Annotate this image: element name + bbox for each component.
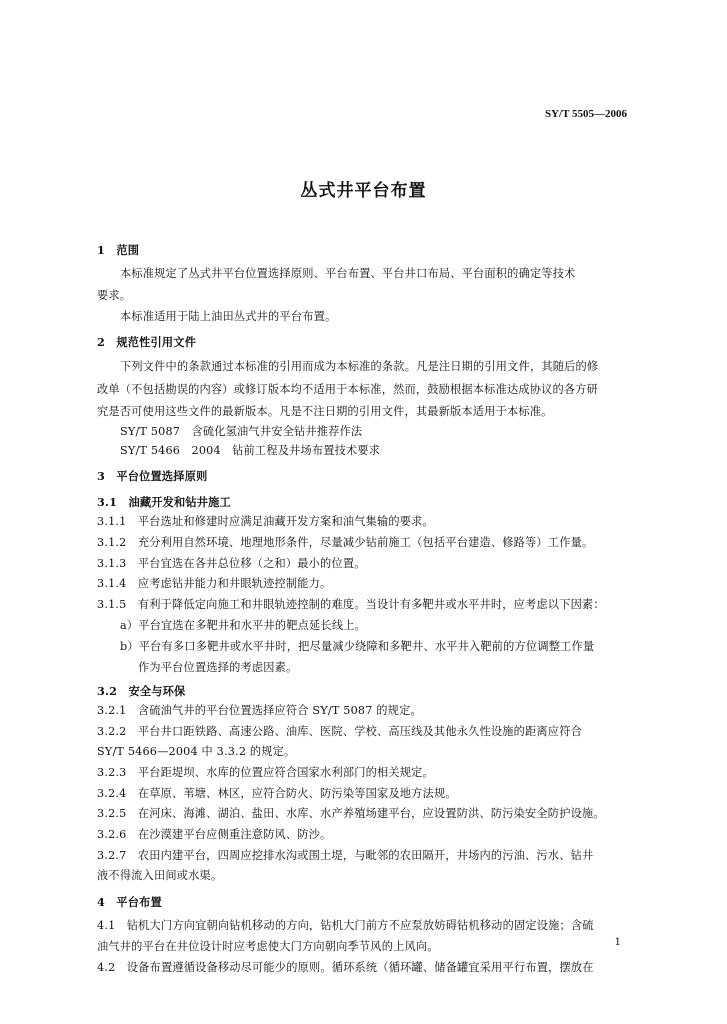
clause-continuation: SY/T 5466—2004 中 3.3.2 的规定。 (97, 745, 296, 758)
paragraph-line: 要求。 (97, 289, 132, 302)
subsection-heading: 3.1 油藏开发和钻井施工 (97, 495, 231, 509)
document-title: 丛式井平台布置 (300, 181, 427, 201)
paragraph-line: 改单（不包括勘误的内容）或修订版本均不适用于本标准，然而，鼓励根据本标准达成协议的各方研 (97, 383, 599, 396)
reference-item: SY/T 5466 2004 钻前工程及井场布置技术要求 (120, 444, 381, 457)
clause: 3.2.7 农田内建平台，四周应挖排水沟或围土堤，与毗邻的农田隔开，井场内的污油、污水、钻井 (97, 849, 594, 862)
clause: 4.2 设备布置遵循设备移动尽可能少的原则。循环系统（循环罐、储备罐宜采用平行布置，摆放在 (97, 961, 594, 974)
list-item-continuation: 作为平台位置选择的考虑因素。 (138, 661, 298, 674)
subsection-heading: 3.2 安全与环保 (97, 684, 186, 698)
paragraph-line: 本标准规定了丛式井平台位置选择原则、平台布置、平台井口布局、平台面积的确定等技术 (120, 267, 576, 280)
clause: 3.1.1 平台选址和修建时应满足油藏开发方案和油气集输的要求。 (97, 515, 434, 528)
clause: 4.1 钻机大门方向宜朝向钻机移动的方向，钻机大门前方不应泵放妨碍钻机移动的固定设施；含硫 (97, 919, 594, 932)
clause: 3.2.2 平台井口距铁路、高速公路、油库、医院、学校、高压线及其他永久性设施的距离应符合 (97, 725, 582, 738)
clause: 3.1.4 应考虑钻井能力和井眼轨迹控制能力。 (97, 577, 332, 590)
standard-number: SY/T 5505—2006 (544, 108, 627, 120)
clause: 3.1.2 充分利用自然环境、地理地形条件，尽量减少钻前施工（包括平台建造、修路等）工作量。 (97, 536, 594, 549)
clause: 3.2.4 在草原、苇塘、林区，应符合防火、防污染等国家及地方法规。 (97, 787, 457, 800)
clause: 3.2.3 平台距堤坝、水库的位置应符合国家水利部门的相关规定。 (97, 766, 434, 779)
reference-item: SY/T 5087 含硫化氢油气井安全钻井推荐作法 (120, 425, 363, 438)
list-item: b）平台有多口多靶井或水平井时，把尽量减少绕障和多靶井、水平井入靶前的方位调整工作量 (120, 640, 595, 653)
section-heading: 4 平台布置 (97, 895, 162, 909)
section-heading: 2 规范性引用文件 (97, 335, 197, 349)
clause: 3.1.3 平台宜选在各井总位移（之和）最小的位置。 (97, 557, 366, 570)
section-heading: 1 范围 (97, 243, 140, 257)
clause: 3.2.6 在沙漠建平台应侧重注意防风、防沙。 (97, 828, 332, 841)
section-heading: 3 平台位置选择原则 (97, 469, 208, 483)
clause-continuation: 液不得流入田间或水渠。 (97, 869, 223, 882)
paragraph-line: 究是否可使用这些文件的最新版本。凡是不注日期的引用文件，其最新版本适用于本标准。 (97, 405, 553, 418)
list-item: a）平台宜选在多靶井和水平井的靶点延长线上。 (120, 619, 367, 632)
page-number: 1 (614, 937, 621, 948)
paragraph-line: 下列文件中的条款通过本标准的引用而成为本标准的条款。凡是注日期的引用文件，其随后的修 (120, 360, 599, 373)
clause-continuation: 油气井的平台在井位设计时应考虑使大门方向朝向季节风的上风向。 (97, 940, 439, 953)
clause: 3.2.1 含硫油气井的平台位置选择应符合 SY/T 5087 的规定。 (97, 704, 422, 717)
clause: 3.1.5 有利于降低定向施工和井眼轨迹控制的难度。当设计有多靶井或水平井时，应考虑以下因素： (97, 598, 605, 611)
paragraph-line: 本标准适用于陆上油田丛式井的平台布置。 (120, 310, 337, 323)
clause: 3.2.5 在河床、海滩、湖泊、盐田、水库、水产养殖场建平台，应设置防洪、防污染安全防护设施。 (97, 807, 605, 820)
